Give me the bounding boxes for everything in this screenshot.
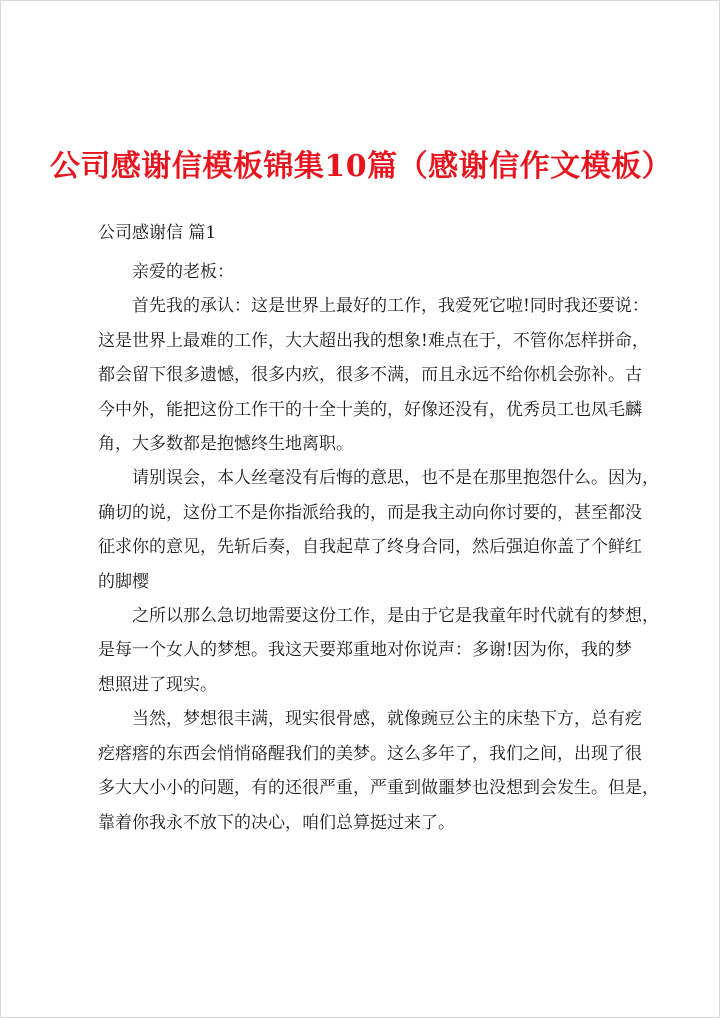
- paragraph-line: 这是世界上最难的工作，大大超出我的想象!难点在于，不管你怎样拼命，: [98, 330, 649, 351]
- paragraph-line: 请别误会，本人丝毫没有后悔的意思，也不是在那里抱怨什么。因为，: [132, 468, 659, 489]
- paragraph-line: 征求你的意见，先斩后奏，自我起草了终身合同，然后强迫你盖了个鲜红: [98, 537, 642, 558]
- paragraph-line: 是每一个女人的梦想。我这天要郑重地对你说声：多谢!因为你，我的梦: [98, 640, 632, 661]
- paragraph-line: 靠着你我永不放下的决心，咱们总算挺过来了。: [98, 812, 455, 833]
- paragraph-line: 想照进了现实。: [98, 674, 217, 695]
- paragraph-line: 疙瘩瘩的东西会悄悄硌醒我们的美梦。这么多年了，我们之间，出现了很: [98, 743, 642, 764]
- paragraph-line: 都会留下很多遗憾，很多内疚，很多不满，而且永远不给你机会弥补。古: [98, 365, 642, 386]
- paragraph-line: 确切的说，这份工不是你指派给我的，而是我主动向你讨要的，甚至都没: [98, 502, 642, 523]
- salutation-line: 亲爱的老板：: [132, 262, 234, 282]
- paragraph-line: 之所以那么急切地需要这份工作，是由于它是我童年时代就有的梦想，: [132, 606, 659, 627]
- paragraph-line: 当然，梦想很丰满，现实很骨感，就像豌豆公主的床垫下方，总有疙: [132, 709, 642, 730]
- paragraph-line: 角，大多数都是抱憾终生地离职。: [98, 434, 353, 455]
- paragraph-line: 的脚樱: [98, 571, 149, 592]
- section-heading: 公司感谢信 篇1: [98, 223, 217, 243]
- paragraph-line: 多大大小小的问题，有的还很严重，严重到做噩梦也没想到会发生。但是，: [98, 778, 659, 799]
- paragraph-line: 今中外，能把这份工作干的十全十美的，好像还没有，优秀员工也凤毛麟: [98, 399, 642, 420]
- letter-body: [98, 255, 659, 840]
- paragraph-line: 首先我的承认：这是世界上最好的工作，我爱死它啦!同时我还要说：: [132, 296, 649, 317]
- document-title: 公司感谢信模板锦集10篇（感谢信作文模板）: [49, 149, 673, 184]
